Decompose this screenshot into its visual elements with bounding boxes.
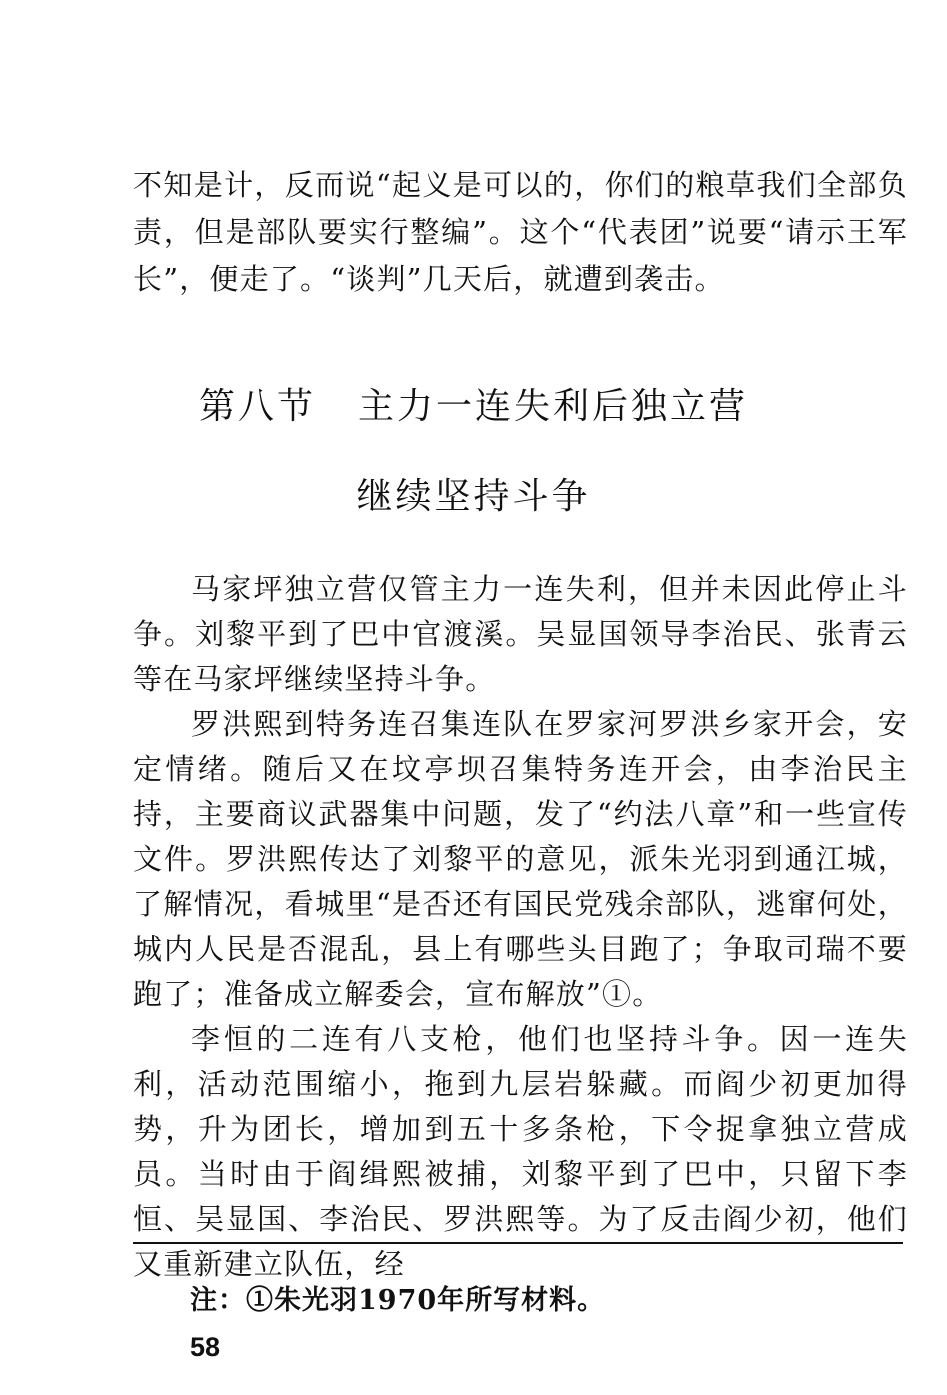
footnote-divider [133, 1242, 903, 1244]
section-title-line2: 继续坚持斗争 [356, 476, 591, 517]
paragraph-3: 李恒的二连有八支枪，他们也坚持斗争。因一连失利，活动范围缩小，拖到九层岩躲藏。而阎少初更加得势，升为团长，增加到五十多条枪，下令捉拿独立营成员。当时由于阎缉熙被捕，刘黎平到了巴中，只留下李恒、吴显国、李治民、罗洪熙等。为了反击阎少初，他们又重新建立队伍，经 [133, 1022, 908, 1281]
paragraph-continued: 不知是计，反而说“起义是可以的，你们的粮草我们全部负责，但是部队要实行整编”。这个“代表团”说要“请示王军长”，便走了。“谈判”几天后，就遭到袭击。 [133, 168, 908, 296]
section-number: 第八节 [198, 386, 316, 427]
section-subheading [0, 468, 947, 519]
section-title-line1: 主力一连失利后独立营 [358, 386, 749, 427]
paragraph-2: 罗洪熙到特务连召集连队在罗家河罗洪乡家开会，安定情绪。随后又在坟亭坝召集特务连开会，由李治民主持，主要商议武器集中问题，发了“约法八章”和一些宣传文件。罗洪熙传达了刘黎平的意见，派朱光羽到通江城，了解情况，看城里“是否还有国民党残余部队，逃窜何处，城内人民是否混乱，县上有哪些头目跑了；争取司瑞不要跑了；准备成立解委会，宣布解放”①。 [133, 707, 908, 1011]
paragraph-1: 马家坪独立营仅管主力一连失利，但并未因此停止斗争。刘黎平到了巴中官渡溪。吴显国领导李治民、张青云等在马家坪继续坚持斗争。 [133, 572, 908, 696]
footnote: 注：①朱光羽1970年所写材料。 [190, 1285, 606, 1316]
body-text [133, 567, 908, 1287]
section-heading [0, 378, 947, 429]
page-number: 58 [190, 1332, 221, 1362]
continuation-paragraph [133, 162, 908, 303]
